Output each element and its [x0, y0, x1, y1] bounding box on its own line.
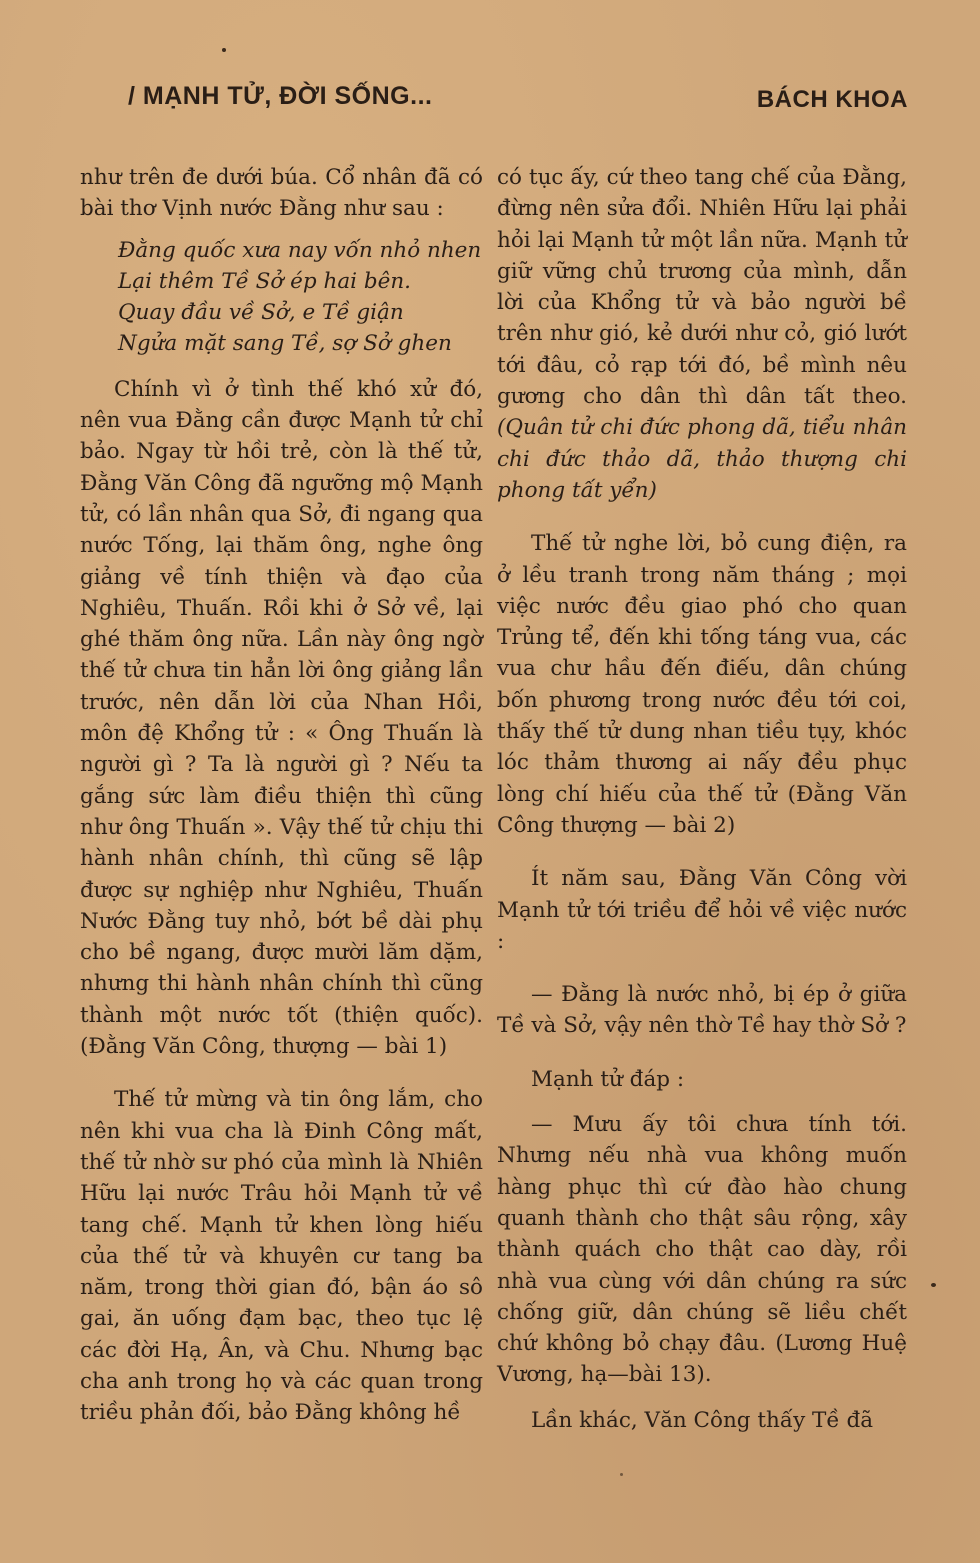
- right-column: [497, 162, 907, 1436]
- paper-speck: [222, 48, 226, 52]
- poem-line: Lại thêm Tề Sở ép hai bên.: [118, 268, 412, 294]
- paragraph-text: có tục ấy, cứ theo tang chế của Đằng, đừng nên sửa đổi. Nhiên Hữu lại phải hỏi lại Mạnh tử một lần nữa. Mạnh tử giữ vững chủ trương của mình, dẫn lời của Khổng tử và bảo người bề trên như gió, kẻ dưới như cỏ, gió lướt tới đâu, cỏ rạp tới đó, bề mình nêu gương cho dân thì dân tất theo.: [497, 165, 907, 410]
- paragraph: như trên đe dưới búa. Cổ nhân đã có bài thơ Vịnh nước Đằng như sau :: [80, 165, 483, 222]
- paragraph: Thế tử nghe lời, bỏ cung điện, ra ở lều tranh trong năm tháng ; mọi việc nước đều giao phó cho quan Trủng tể, đến khi tống táng vua, các vua chư hầu đến điếu, dân chúng bốn phương trong nước đều tới coi, thấy thế tử dung nhan tiều tụy, khóc lóc thảm thương ai nấy đều phục lòng chí hiếu của thế tử (Đằng Văn Công thượng — bài 2): [497, 531, 907, 838]
- magazine-name: BÁCH KHOA: [756, 86, 908, 113]
- poem-line: Đằng quốc xưa nay vốn nhỏ nhen: [118, 237, 482, 263]
- left-column: [80, 162, 483, 1429]
- paragraph: Chính vì ở tình thế khó xử đó, nên vua Đằng cần được Mạnh tử chỉ bảo. Ngay từ hồi trẻ, còn là thế tử, Đằng Văn Công đã ngưỡng mộ Mạnh tử, có lần nhân qua Sở, đi ngang qua nước Tống, lại thăm ông, nghe ông giảng về tính thiện và đạo của Nghiêu, Thuấn. Rồi khi ở Sở về, lại ghé thăm ông nữa. Lần này ông ngờ thế tử chưa tin hẳn lời ông giảng lần trước, nên dẫn lời của Nhan Hồi, môn đệ Khổng tử : « Ông Thuấn là người gì ? Ta là người gì ? Nếu ta gắng sức làm điều thiện thì cũng như ông Thuấn ». Vậy thế tử chịu thi hành nhân chính, thì cũng sẽ lập được sự nghiệp như Nghiêu, Thuấn Nước Đằng tuy nhỏ, bớt bề dài phụ cho bề ngang, được mười lăm dặm, nhưng thi hành nhân chính thì cũng thành một nước tốt (thiện quốc). (Đằng Văn Công, thượng — bài 1): [80, 376, 483, 1060]
- page-header: [0, 82, 980, 122]
- dialogue-line: — Đằng là nước nhỏ, bị ép ở giữa Tề và Sở, vậy nên thờ Tề hay thờ Sở ?: [497, 982, 907, 1039]
- paragraph: Thế tử mừng và tin ông lắm, cho nên khi vua cha là Đinh Công mất, thế tử nhờ sư phó của mình là Nhiên Hữu lại nước Trâu hỏi Mạnh tử về tang chế. Mạnh tử khen lòng hiếu của thế tử và khuyên cư tang ba năm, trong thời gian đó, bận áo sô gai, ăn uống đạm bạc, theo tục lệ các đời Hạ, Ân, và Chu. Nhưng bạc cha anh trong họ và các quan trong triều phản đối, bảo Đằng không hề: [80, 1087, 483, 1426]
- poem-line: Quay đầu về Sở, e Tề giận: [118, 300, 404, 326]
- paragraph: Ít năm sau, Đằng Văn Công vời Mạnh tử tới triều để hỏi về việc nước :: [497, 866, 907, 954]
- paper-speck: [620, 1473, 623, 1476]
- poem: [118, 235, 483, 360]
- chinese-quote: (Quân tử chi đức phong dã, tiểu nhân chi đức thảo dã, thảo thượng chi phong tất yển): [497, 415, 907, 503]
- poem-line: Ngửa mặt sang Tề, sợ Sở ghen: [118, 331, 452, 357]
- paper-speck: [931, 1283, 936, 1287]
- running-title: / MẠNH TỬ, ĐỜI SỐNG...: [128, 82, 433, 110]
- paragraph: [497, 162, 907, 506]
- dialogue-line: — Mưu ấy tôi chưa tính tới. Nhưng nếu nhà vua không muốn hàng phục thì cứ đào hào chung quanh thành cho thật sâu rộng, xây thành quách cho thật cao dày, rồi nhà vua cùng với dân chúng ra sức chống giữ, dân chúng sẽ liều chết chứ không bỏ chạy đâu. (Lương Huệ Vương, hạ—bài 13).: [497, 1112, 907, 1388]
- dialogue-line: Mạnh tử đáp :: [531, 1066, 685, 1092]
- paragraph: Lần khác, Văn Công thấy Tề đã: [531, 1407, 874, 1433]
